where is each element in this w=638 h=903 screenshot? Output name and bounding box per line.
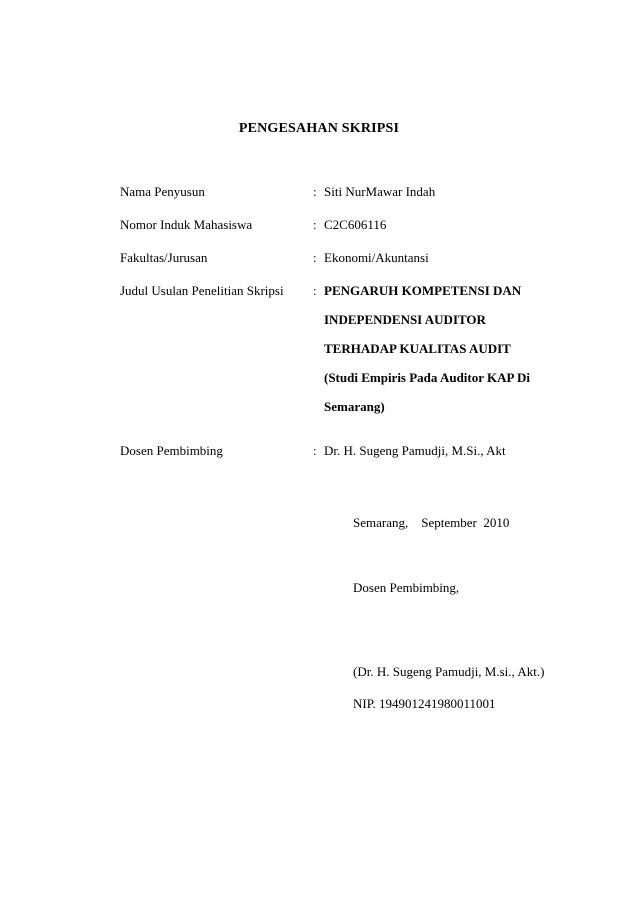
field-label-nim: Nomor Induk Mahasiswa — [120, 217, 253, 232]
field-label-dosen-pembimbing: Dosen Pembimbing — [120, 443, 223, 458]
signature-nip: NIP. 194901241980011001 — [353, 696, 496, 711]
signature-name: (Dr. H. Sugeng Pamudji, M.si., Akt.) — [353, 664, 545, 679]
field-label-nama-penyusun: Nama Penyusun — [120, 184, 205, 199]
field-value-nama-penyusun: Siti NurMawar Indah — [324, 184, 436, 199]
field-value-judul-line-3: TERHADAP KUALITAS AUDIT — [324, 341, 511, 356]
page-title: PENGESAHAN SKRIPSI — [238, 121, 400, 136]
field-value-judul-line-5: Semarang) — [324, 399, 385, 414]
field-label-fakultas: Fakultas/Jurusan — [120, 250, 208, 265]
field-label-judul: Judul Usulan Penelitian Skripsi — [120, 283, 284, 298]
field-colon: : — [313, 250, 317, 265]
field-value-fakultas: Ekonomi/Akuntansi — [324, 250, 429, 265]
field-value-dosen-pembimbing: Dr. H. Sugeng Pamudji, M.Si., Akt — [324, 443, 506, 458]
field-value-judul-line-4: (Studi Empiris Pada Auditor KAP Di — [324, 370, 530, 385]
signature-place-date: Semarang, September 2010 — [353, 515, 510, 530]
field-value-nim: C2C606116 — [324, 217, 387, 232]
signature-role: Dosen Pembimbing, — [353, 580, 460, 595]
field-colon: : — [313, 283, 317, 298]
field-value-judul-line-2: INDEPENDENSI AUDITOR — [324, 312, 486, 327]
field-value-judul-line-1: PENGARUH KOMPETENSI DAN — [324, 283, 522, 298]
field-colon: : — [313, 184, 317, 199]
field-colon: : — [313, 443, 317, 458]
field-colon: : — [313, 217, 317, 232]
